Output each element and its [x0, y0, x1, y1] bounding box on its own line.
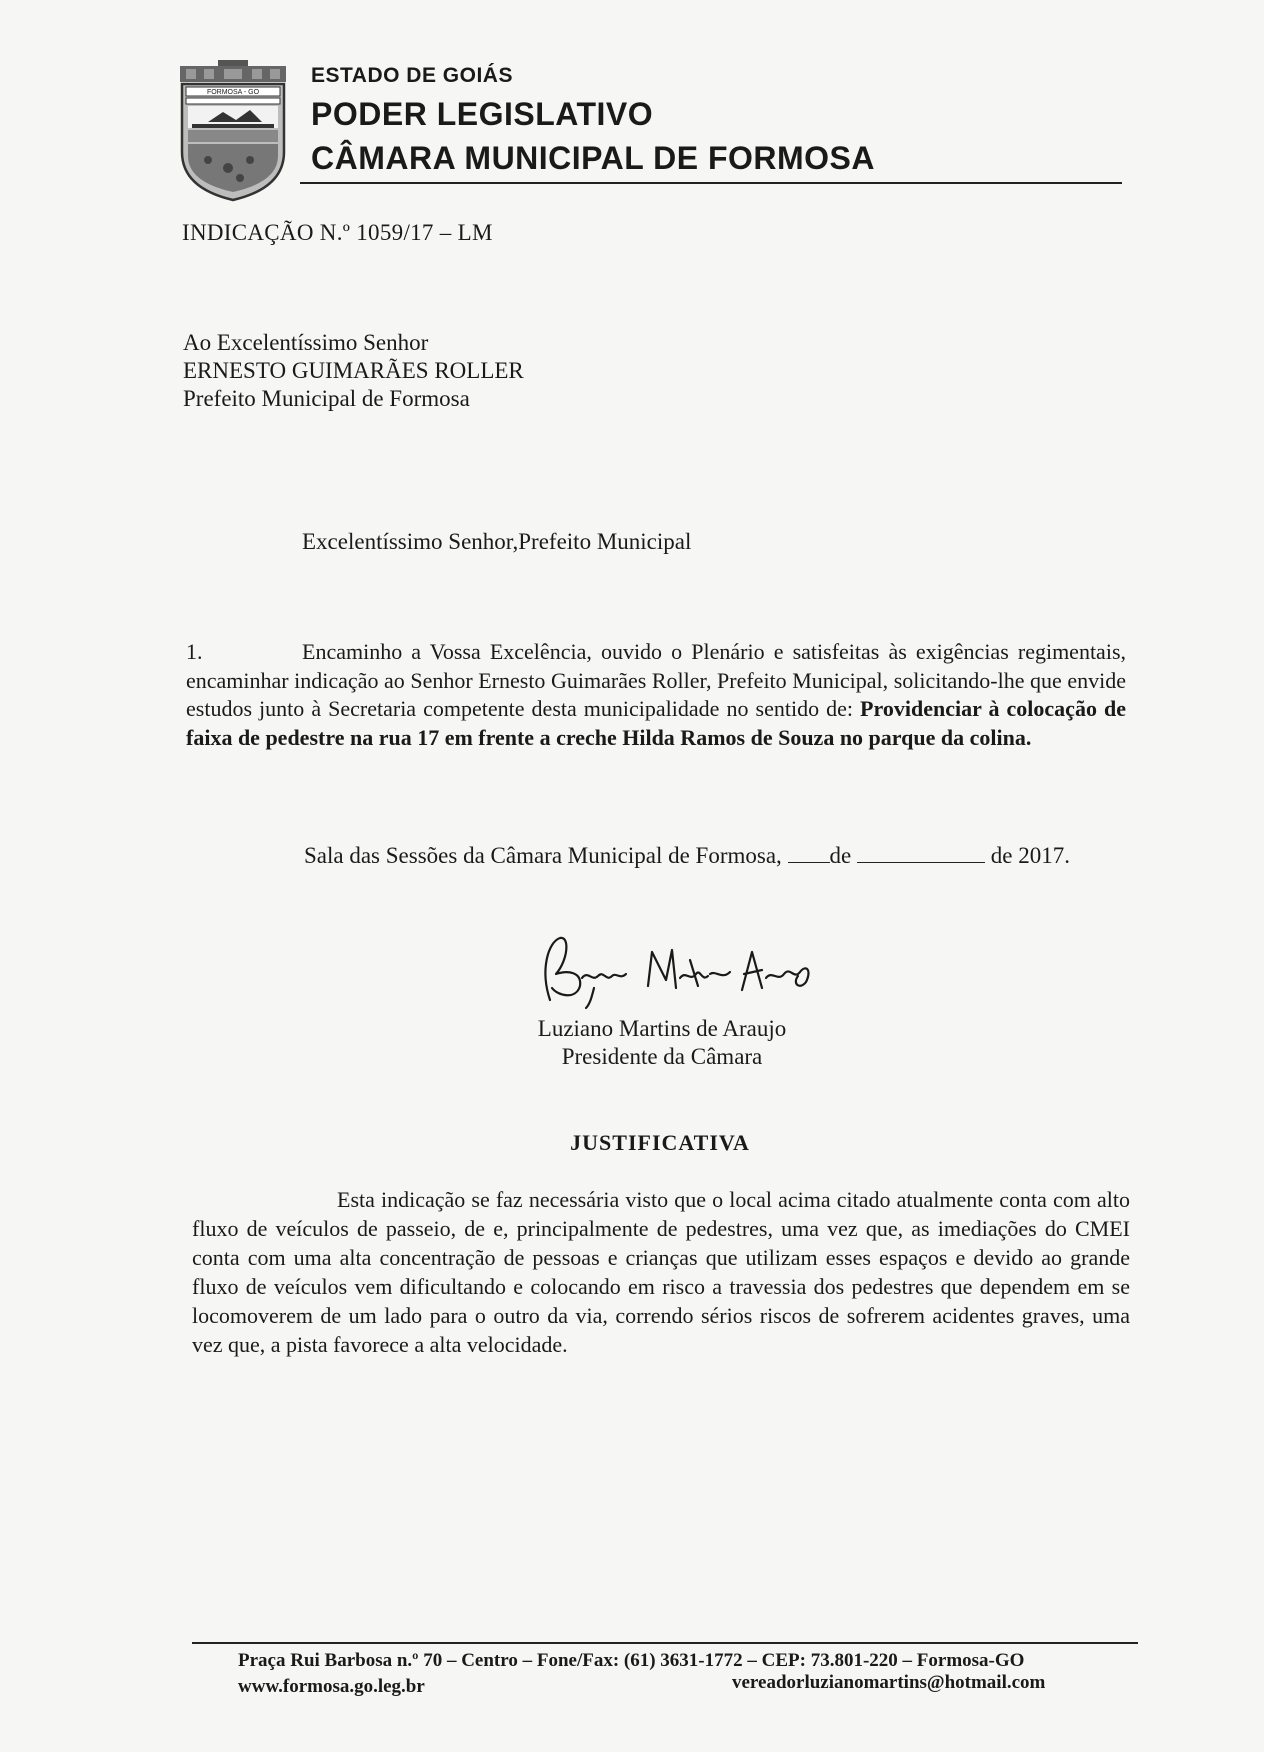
svg-text:FORMOSA - GO: FORMOSA - GO [206, 89, 260, 96]
footer-divider [192, 1642, 1138, 1644]
header-chamber: CÂMARA MUNICIPAL DE FORMOSA [311, 140, 875, 176]
header-divider [300, 182, 1122, 184]
justification-text: Esta indicação se faz necessária visto que o local acima citado atualmente conta com alto fluxo de veículos de passeio, de e, principalmente de pedestres, uma vez que, as imediações do CMEI conta com uma alta concentração de pessoas e crianças que utilizam esses espaços e devido ao grande fluxo de veículos vem dificultando e colocando em risco a travessia dos pedestres que dependem em se locomoverem de um lado para o outro da via, correndo sérios riscos de sofrerem acidentes graves, uma vez que, a pista favorece a alta velocidade. [192, 1187, 1130, 1357]
day-blank [788, 844, 830, 863]
indication-text: Encaminho a Vossa Excelência, ouvido o Plenário e satisfeitas às exigências regimentais, encaminhar indicação ao Senhor Ernesto Guimarães Roller, Prefeito Municipal, solicitando-lhe que envide estudos junto à Secretaria competente desta municipalidade no sentido de: [186, 639, 1126, 721]
signer-name: Luziano Martins de Araujo [537, 1016, 787, 1041]
session-line [304, 843, 1070, 869]
session-de: de [829, 843, 852, 868]
addressee-line-1: Ao Excelentíssimo Senhor [183, 330, 429, 355]
indication-request: Providenciar à colocação de faixa de pedestre na rua 17 em frente a creche Hilda Ramos de Souza no parque da colina. [186, 696, 1126, 750]
header-state: ESTADO DE GOIÁS [311, 64, 513, 87]
handwritten-signature [530, 930, 820, 1010]
month-blank [857, 844, 985, 863]
session-prefix: Sala das Sessões da Câmara Municipal de Formosa, [304, 843, 788, 868]
signer-role: Presidente da Câmara [561, 1044, 763, 1069]
salutation: Excelentíssimo Senhor,Prefeito Municipal [302, 529, 692, 554]
indication-body [186, 638, 1126, 752]
paragraph-number: 1. [186, 639, 203, 664]
municipal-crest-icon [178, 60, 288, 202]
footer-email-link[interactable]: vereadorluzianomartins@hotmail.com [732, 1672, 1046, 1693]
footer-address: Praça Rui Barbosa n.º 70 – Centro – Fone/Fax: (61) 3631-1772 – CEP: 73.801-220 – Formosa-GO [238, 1650, 1025, 1671]
justification-title: JUSTIFICATIVA [570, 1130, 750, 1155]
session-suffix: de 2017. [985, 843, 1070, 868]
header-legislative-power: PODER LEGISLATIVO [311, 96, 654, 132]
addressee-name: ERNESTO GUIMARÃES ROLLER [183, 358, 524, 383]
addressee-title: Prefeito Municipal de Formosa [183, 386, 470, 411]
footer-website-link[interactable]: www.formosa.go.leg.br [238, 1676, 425, 1697]
document-reference: INDICAÇÃO N.º 1059/17 – LM [182, 220, 493, 245]
